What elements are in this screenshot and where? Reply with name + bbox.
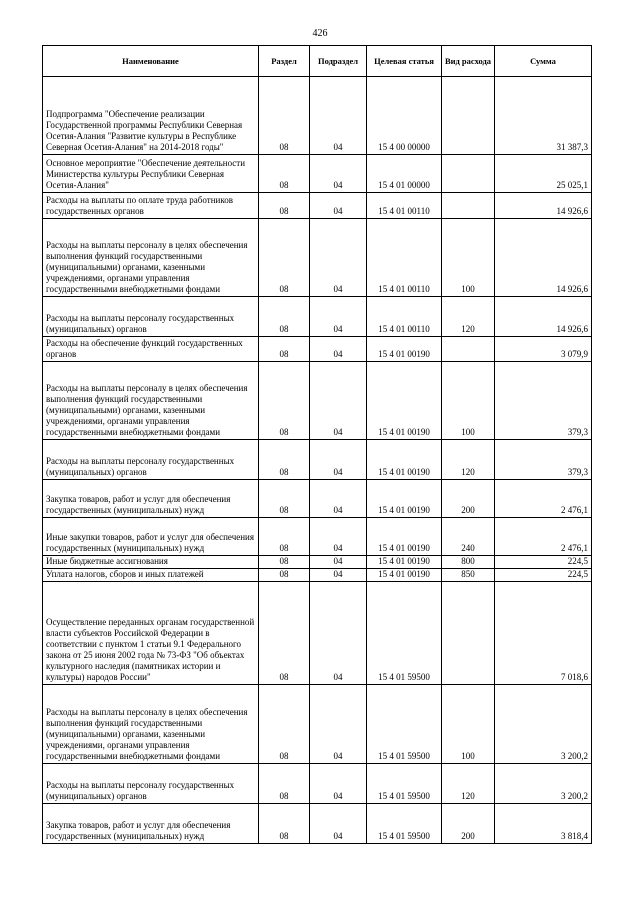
cell-sum: 3 079,9 bbox=[495, 337, 592, 362]
cell-target: 15 4 01 59500 bbox=[367, 582, 442, 685]
cell-subsection: 04 bbox=[310, 518, 367, 556]
cell-subsection: 04 bbox=[310, 219, 367, 297]
cell-section: 08 bbox=[259, 518, 310, 556]
cell-name: Расходы на обеспечение функций государственных органов bbox=[43, 337, 259, 362]
table-row bbox=[43, 219, 592, 297]
cell-type: 240 bbox=[442, 518, 495, 556]
cell-subsection: 04 bbox=[310, 764, 367, 804]
cell-target: 15 4 01 00190 bbox=[367, 569, 442, 582]
cell-name: Подпрограмма "Обеспечение реализации Государственной программы Республики Северная Осетия-Алания "Развитие культуры в Республике Северная Осетия-Алания" на 2014-2018 годы" bbox=[43, 77, 259, 155]
cell-sum: 379,3 bbox=[495, 440, 592, 480]
cell-type: 100 bbox=[442, 219, 495, 297]
cell-target: 15 4 01 59500 bbox=[367, 804, 442, 844]
cell-subsection: 04 bbox=[310, 297, 367, 337]
cell-sum: 25 025,1 bbox=[495, 155, 592, 193]
cell-type: 200 bbox=[442, 480, 495, 518]
cell-type bbox=[442, 582, 495, 685]
table-row bbox=[43, 297, 592, 337]
cell-subsection: 04 bbox=[310, 440, 367, 480]
cell-type: 100 bbox=[442, 685, 495, 764]
cell-target: 15 4 01 00110 bbox=[367, 193, 442, 219]
cell-sum: 3 818,4 bbox=[495, 804, 592, 844]
table-row bbox=[43, 569, 592, 582]
cell-subsection: 04 bbox=[310, 582, 367, 685]
cell-name: Расходы на выплаты персоналу в целях обеспечения выполнения функций государственными (муниципальными) органами, казенными учреждениями, органами управления государственными внебюджетными фондами bbox=[43, 362, 259, 440]
budget-table bbox=[42, 45, 592, 844]
header-name: Наименование bbox=[43, 46, 259, 77]
cell-subsection: 04 bbox=[310, 685, 367, 764]
cell-section: 08 bbox=[259, 764, 310, 804]
cell-section: 08 bbox=[259, 556, 310, 569]
cell-section: 08 bbox=[259, 193, 310, 219]
cell-type: 120 bbox=[442, 764, 495, 804]
cell-type: 100 bbox=[442, 362, 495, 440]
cell-subsection: 04 bbox=[310, 804, 367, 844]
cell-name: Иные бюджетные ассигнования bbox=[43, 556, 259, 569]
table-row bbox=[43, 337, 592, 362]
cell-sum: 2 476,1 bbox=[495, 518, 592, 556]
cell-name: Расходы на выплаты по оплате труда работников государственных органов bbox=[43, 193, 259, 219]
cell-sum: 379,3 bbox=[495, 362, 592, 440]
table-row bbox=[43, 764, 592, 804]
table-row bbox=[43, 480, 592, 518]
cell-section: 08 bbox=[259, 297, 310, 337]
cell-type: 120 bbox=[442, 440, 495, 480]
cell-name: Закупка товаров, работ и услуг для обеспечения государственных (муниципальных) нужд bbox=[43, 480, 259, 518]
cell-name: Иные закупки товаров, работ и услуг для обеспечения государственных (муниципальных) нужд bbox=[43, 518, 259, 556]
cell-section: 08 bbox=[259, 337, 310, 362]
cell-name: Расходы на выплаты персоналу в целях обеспечения выполнения функций государственными (муниципальными) органами, казенными учреждениями, органами управления государственными внебюджетными фондами bbox=[43, 219, 259, 297]
table-row bbox=[43, 804, 592, 844]
cell-name: Уплата налогов, сборов и иных платежей bbox=[43, 569, 259, 582]
cell-name: Расходы на выплаты персоналу государственных (муниципальных) органов bbox=[43, 440, 259, 480]
table-row bbox=[43, 556, 592, 569]
header-type: Вид расхода bbox=[442, 46, 495, 77]
cell-section: 08 bbox=[259, 219, 310, 297]
cell-sum: 3 200,2 bbox=[495, 764, 592, 804]
cell-section: 08 bbox=[259, 582, 310, 685]
cell-sum: 3 200,2 bbox=[495, 685, 592, 764]
cell-target: 15 4 01 00190 bbox=[367, 556, 442, 569]
cell-sum: 2 476,1 bbox=[495, 480, 592, 518]
cell-section: 08 bbox=[259, 362, 310, 440]
cell-type: 200 bbox=[442, 804, 495, 844]
cell-target: 15 4 01 59500 bbox=[367, 764, 442, 804]
cell-type bbox=[442, 155, 495, 193]
cell-name: Основное мероприятие "Обеспечение деятельности Министерства культуры Республики Северная Осетия-Алания" bbox=[43, 155, 259, 193]
cell-section: 08 bbox=[259, 480, 310, 518]
cell-target: 15 4 01 00190 bbox=[367, 480, 442, 518]
cell-name: Закупка товаров, работ и услуг для обеспечения государственных (муниципальных) нужд bbox=[43, 804, 259, 844]
cell-target: 15 4 01 00000 bbox=[367, 155, 442, 193]
cell-type bbox=[442, 193, 495, 219]
cell-type: 800 bbox=[442, 556, 495, 569]
cell-section: 08 bbox=[259, 77, 310, 155]
header-section: Раздел bbox=[259, 46, 310, 77]
table-row bbox=[43, 193, 592, 219]
cell-sum: 224,5 bbox=[495, 556, 592, 569]
cell-subsection: 04 bbox=[310, 362, 367, 440]
cell-name: Осуществление переданных органам государственной власти субъектов Российской Федерации в соответствии с пунктом 1 статьи 9.1 Федерального закона от 25 июня 2002 года № 73-ФЗ "Об объектах культурного наследия (памятниках истории и культуры) народов России" bbox=[43, 582, 259, 685]
cell-sum: 14 926,6 bbox=[495, 297, 592, 337]
cell-type bbox=[442, 337, 495, 362]
cell-type bbox=[442, 77, 495, 155]
cell-name: Расходы на выплаты персоналу в целях обеспечения выполнения функций государственными (муниципальными) органами, казенными учреждениями, органами управления государственными внебюджетными фондами bbox=[43, 685, 259, 764]
table-row bbox=[43, 155, 592, 193]
cell-type: 120 bbox=[442, 297, 495, 337]
table-header-row bbox=[43, 46, 592, 77]
cell-target: 15 4 01 00190 bbox=[367, 362, 442, 440]
table-row bbox=[43, 685, 592, 764]
cell-target: 15 4 01 00190 bbox=[367, 440, 442, 480]
cell-section: 08 bbox=[259, 804, 310, 844]
cell-target: 15 4 01 59500 bbox=[367, 685, 442, 764]
cell-sum: 14 926,6 bbox=[495, 219, 592, 297]
cell-target: 15 4 01 00190 bbox=[367, 337, 442, 362]
cell-subsection: 04 bbox=[310, 556, 367, 569]
table-body bbox=[43, 77, 592, 844]
table-row bbox=[43, 77, 592, 155]
cell-section: 08 bbox=[259, 685, 310, 764]
cell-subsection: 04 bbox=[310, 77, 367, 155]
cell-name: Расходы на выплаты персоналу государственных (муниципальных) органов bbox=[43, 297, 259, 337]
table-row bbox=[43, 440, 592, 480]
cell-sum: 31 387,3 bbox=[495, 77, 592, 155]
cell-sum: 14 926,6 bbox=[495, 193, 592, 219]
cell-subsection: 04 bbox=[310, 569, 367, 582]
cell-subsection: 04 bbox=[310, 337, 367, 362]
cell-sum: 7 018,6 bbox=[495, 582, 592, 685]
cell-section: 08 bbox=[259, 440, 310, 480]
cell-section: 08 bbox=[259, 569, 310, 582]
table-row bbox=[43, 518, 592, 556]
cell-target: 15 4 01 00110 bbox=[367, 219, 442, 297]
cell-section: 08 bbox=[259, 155, 310, 193]
cell-type: 850 bbox=[442, 569, 495, 582]
cell-subsection: 04 bbox=[310, 480, 367, 518]
cell-name: Расходы на выплаты персоналу государственных (муниципальных) органов bbox=[43, 764, 259, 804]
cell-subsection: 04 bbox=[310, 193, 367, 219]
table-row bbox=[43, 362, 592, 440]
cell-target: 15 4 01 00110 bbox=[367, 297, 442, 337]
cell-sum: 224,5 bbox=[495, 569, 592, 582]
page-number: 426 bbox=[312, 28, 328, 39]
cell-target: 15 4 00 00000 bbox=[367, 77, 442, 155]
table-row bbox=[43, 582, 592, 685]
cell-subsection: 04 bbox=[310, 155, 367, 193]
header-subsection: Подраздел bbox=[310, 46, 367, 77]
cell-target: 15 4 01 00190 bbox=[367, 518, 442, 556]
header-target: Целевая статья bbox=[367, 46, 442, 77]
header-sum: Сумма bbox=[495, 46, 592, 77]
